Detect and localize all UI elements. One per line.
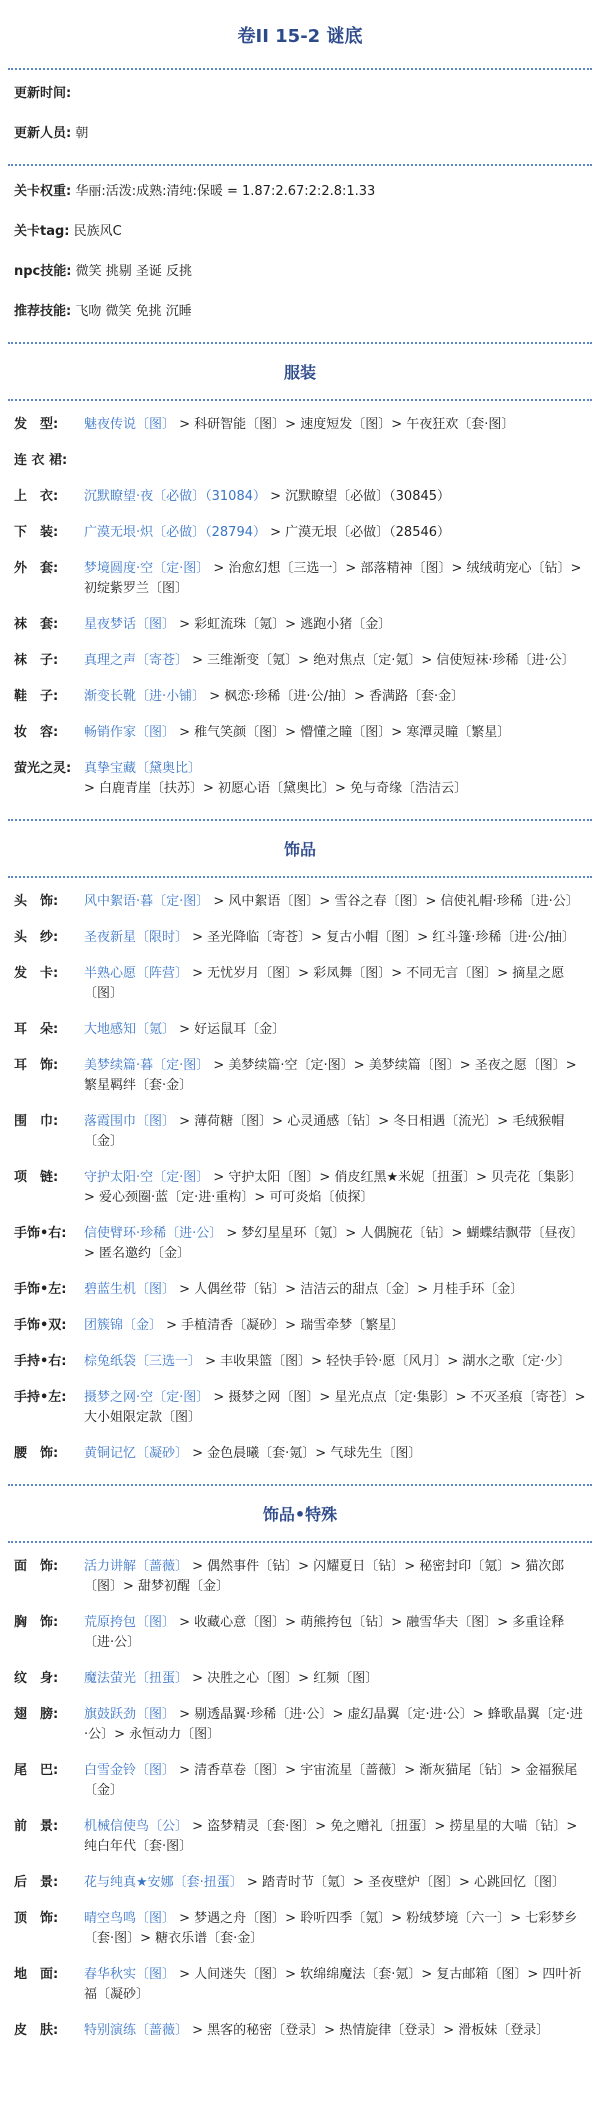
best-item-link[interactable]: 圣夜新星〔限时〕 (84, 930, 189, 945)
item-recommendations (84, 2021, 586, 2041)
info-row (0, 222, 600, 242)
item-recommendations (84, 1224, 586, 1264)
best-item-link[interactable]: 摄梦之网·空〔定·图〕 (84, 1390, 210, 1405)
best-item-link[interactable]: 真挚宝藏〔黛奥比〕 (84, 761, 202, 776)
item-recommendations (84, 559, 586, 599)
item-row (0, 723, 600, 743)
info-value: 华丽:活泼:成熟:清纯:保暖 = 1.87:2.67:2:2.8:1.33 (71, 184, 376, 199)
item-row (0, 1056, 600, 1096)
alternative-items: > 人间迷失〔图〕> 软绵绵魔法〔套·氪〕> 复古邮箱〔图〕> 四叶祈福〔凝砂〕 (84, 1967, 582, 2002)
item-row (0, 1316, 600, 1336)
item-row (0, 1168, 600, 1208)
item-slot-label: 耳 朵: (14, 1022, 59, 1037)
best-item-link[interactable]: 花与纯真★安娜〔套·扭蛋〕 (84, 1875, 243, 1890)
best-item-link[interactable]: 棕兔纸袋〔三选一〕 (84, 1354, 202, 1369)
alternative-items: > 摄梦之网〔图〕> 星光点点〔定·集影〕> 不灭圣痕〔寄苍〕> 大小姐限定款〔图〕 (84, 1390, 586, 1425)
item-slot-label: 下 装: (14, 525, 59, 540)
alternative-items: > 治愈幻想〔三选一〕> 部落精神〔图〕> 绒绒萌宠心〔钻〕> 初绽紫罗兰〔图〕 (84, 561, 582, 596)
best-item-link[interactable]: 荒原挎包〔图〕 (84, 1615, 176, 1630)
alternative-items: > 偶然事件〔钻〕> 闪耀夏日〔钻〕> 秘密封印〔氪〕> 猫次郎〔图〕> 甜梦初醒〔金〕 (84, 1559, 565, 1594)
item-row (0, 1705, 600, 1745)
best-item-link[interactable]: 活力讲解〔蔷薇〕 (84, 1559, 189, 1574)
info-row (0, 262, 600, 282)
alternative-items: > 彩虹流珠〔氪〕> 逃跑小猪〔金〕 (175, 617, 392, 632)
item-slot-label: 手饰•右: (14, 1226, 67, 1241)
best-item-link[interactable]: 机械信使鸟〔公〕 (84, 1819, 189, 1834)
best-item-link[interactable]: 守护太阳·空〔定·图〕 (84, 1170, 210, 1185)
alternative-items: > 无忧岁月〔图〕> 彩凤舞〔图〕> 不同无言〔图〕> 摘星之愿〔图〕 (84, 966, 565, 1001)
item-list (0, 1543, 600, 2061)
stage-info (0, 166, 600, 322)
item-slot-label: 发 型: (14, 417, 59, 432)
item-recommendations (84, 1388, 586, 1428)
alternative-items: > 稚气笑颜〔图〕> 懵懂之瞳〔图〕> 寒潭灵瞳〔繁星〕 (175, 725, 511, 740)
item-row (0, 892, 600, 912)
info-label: npc技能: (14, 264, 72, 279)
item-slot-label: 前 景: (14, 1819, 59, 1834)
item-recommendations (84, 1705, 586, 1745)
alternative-items: > 枫恋·珍稀〔进·公/抽〕> 香满路〔套·金〕 (205, 689, 465, 704)
best-item-link[interactable]: 风中絮语·暮〔定·图〕 (84, 894, 210, 909)
best-item-link[interactable]: 梦境圆度·空〔定·图〕 (84, 561, 210, 576)
info-value: 飞吻 微笑 免挑 沉睡 (71, 304, 192, 319)
item-slot-label: 手持•右: (14, 1354, 67, 1369)
item-slot-label: 鞋 子: (14, 689, 59, 704)
alternative-items: > 丰收果篮〔图〕> 轻快手铃·愿〔风月〕> 湖水之歌〔定·少〕 (201, 1354, 571, 1369)
item-slot-label: 手饰•左: (14, 1282, 67, 1297)
alternative-items: > 踏青时节〔氪〕> 圣夜壁炉〔图〕> 心跳回忆〔图〕 (242, 1875, 566, 1890)
item-recommendations (84, 651, 586, 671)
best-item-link[interactable]: 白雪金铃〔图〕 (84, 1763, 176, 1778)
item-slot-label: 手饰•双: (14, 1318, 67, 1333)
alternative-items: > 决胜之心〔图〕> 红频〔图〕 (188, 1671, 379, 1686)
item-slot-label: 上 衣: (14, 489, 59, 504)
item-row (0, 1444, 600, 1464)
item-row (0, 1224, 600, 1264)
item-row (0, 615, 600, 635)
info-label: 更新时间: (14, 86, 72, 101)
item-row (0, 964, 600, 1004)
item-row (0, 1020, 600, 1040)
alternative-items: > 黑客的秘密〔登录〕> 热情旋律〔登录〕> 滑板妹〔登录〕 (188, 2023, 550, 2038)
alternative-items: > 好运鼠耳〔金〕 (175, 1022, 286, 1037)
item-slot-label: 头 纱: (14, 930, 59, 945)
item-row (0, 451, 600, 471)
item-slot-label: 外 套: (14, 561, 59, 576)
item-slot-label: 顶 饰: (14, 1911, 59, 1926)
item-row (0, 2021, 600, 2041)
item-recommendations (84, 1168, 586, 1208)
item-slot-label: 发 卡: (14, 966, 59, 981)
item-recommendations (84, 523, 586, 543)
item-recommendations (84, 759, 586, 799)
item-recommendations (84, 1613, 586, 1653)
item-slot-label: 袜 套: (14, 617, 59, 632)
alternative-items: > 广漠无垠〔必做〕（28546） (266, 525, 451, 540)
best-item-link[interactable]: 团簇锦〔金〕 (84, 1318, 163, 1333)
item-recommendations (84, 487, 586, 507)
alternative-items: > 沉默瞭望〔必做〕（30845） (266, 489, 451, 504)
update-info (0, 70, 600, 144)
item-slot-label: 连 衣 裙: (14, 453, 68, 468)
item-slot-label: 翅 膀: (14, 1707, 59, 1722)
item-slot-label: 地 面: (14, 1967, 59, 1982)
item-slot-label: 腰 饰: (14, 1446, 59, 1461)
item-row (0, 559, 600, 599)
best-item-link[interactable]: 魅夜传说〔图〕 (84, 417, 176, 432)
item-recommendations (84, 1817, 586, 1857)
best-item-link[interactable]: 渐变长靴〔进·小铺〕 (84, 689, 206, 704)
section-title: 服装 (283, 363, 316, 382)
item-slot-label: 面 饰: (14, 1559, 59, 1574)
item-recommendations (84, 1112, 586, 1152)
item-recommendations (84, 1909, 586, 1949)
item-recommendations (84, 1352, 586, 1372)
alternative-items: > 白鹿青崖〔扶苏〕> 初愿心语〔黛奥比〕> 免与奇缘〔浩洁云〕 (84, 781, 468, 796)
item-row (0, 1388, 600, 1428)
alternative-items: > 风中絮语〔图〕> 雪谷之春〔图〕> 信使礼帽·珍稀〔进·公〕 (209, 894, 579, 909)
alternative-items: > 三维渐变〔氪〕> 绝对焦点〔定·氪〕> 信使短袜·珍稀〔进·公〕 (188, 653, 575, 668)
item-recommendations (84, 928, 586, 948)
item-row (0, 1761, 600, 1801)
best-item-link[interactable]: 春华秋实〔图〕 (84, 1967, 176, 1982)
item-slot-label: 项 链: (14, 1170, 59, 1185)
item-recommendations (84, 1873, 586, 1893)
page-title: 卷II 15-2 谜底 (237, 26, 363, 47)
info-row (0, 84, 600, 104)
item-recommendations (84, 415, 586, 435)
best-item-link[interactable]: 特别演练〔蔷薇〕 (84, 2023, 189, 2038)
best-item-link[interactable]: 美梦续篇·暮〔定·图〕 (84, 1058, 210, 1073)
alternative-items: > 梦遇之舟〔图〕> 聆听四季〔氪〕> 粉绒梦境〔六一〕> 七彩梦乡〔套·图〕> 糖衣乐谱〔套·金〕 (84, 1911, 578, 1946)
item-recommendations (84, 1965, 586, 2005)
item-recommendations (84, 451, 586, 471)
item-recommendations (84, 1761, 586, 1801)
section-title: 饰品•特殊 (262, 1505, 338, 1524)
info-label: 关卡权重: (14, 184, 72, 199)
item-recommendations (84, 1557, 586, 1597)
item-row (0, 415, 600, 435)
best-item-link[interactable]: 黄铜记忆〔凝砂〕 (84, 1446, 189, 1461)
item-row (0, 687, 600, 707)
best-item-link[interactable]: 大地感知〔氪〕 (84, 1022, 176, 1037)
item-list (0, 878, 600, 1484)
item-slot-label: 萤光之灵: (14, 761, 72, 776)
info-row (0, 124, 600, 144)
item-row (0, 1909, 600, 1949)
item-recommendations (84, 1280, 586, 1300)
item-row (0, 928, 600, 948)
alternative-items: > 盗梦精灵〔套·图〕> 免之赠礼〔扭蛋〕> 捞星星的大喵〔钻〕> 纯白年代〔套·图〕 (84, 1819, 578, 1854)
item-row (0, 1352, 600, 1372)
alternative-items: > 科研智能〔图〕> 速度短发〔图〕> 午夜狂欢〔套·图〕 (175, 417, 515, 432)
item-slot-label: 胸 饰: (14, 1615, 59, 1630)
item-row (0, 487, 600, 507)
alternative-items: > 守护太阳〔图〕> 俏皮红黑★米妮〔扭蛋〕> 贝壳花〔集影〕> 爱心颈圈·蓝〔定·进·重构〕> 可可炎焰〔侦探〕 (84, 1170, 583, 1205)
item-recommendations (84, 687, 586, 707)
alternative-items: > 人偶丝带〔钻〕> 洁洁云的甜点〔金〕> 月桂手环〔金〕 (175, 1282, 524, 1297)
info-label: 更新人员: (14, 126, 72, 141)
best-item-link[interactable]: 晴空鸟鸣〔图〕 (84, 1911, 176, 1926)
item-row (0, 523, 600, 543)
info-label: 关卡tag: (14, 224, 70, 239)
best-item-link[interactable]: 碧蓝生机〔图〕 (84, 1282, 176, 1297)
item-recommendations (84, 1020, 586, 1040)
best-item-link[interactable]: 信使臂环·珍稀〔进·公〕 (84, 1226, 223, 1241)
item-recommendations (84, 964, 586, 1004)
best-item-link[interactable]: 真理之声〔寄苍〕 (84, 653, 189, 668)
item-slot-label: 尾 巴: (14, 1763, 59, 1778)
best-item-link[interactable]: 沉默瞭望·夜〔必做〕（31084） (84, 489, 266, 504)
alternative-items: > 薄荷糖〔图〕> 心灵通感〔钻〕> 冬日相遇〔流光〕> 毛绒猴帽〔金〕 (84, 1114, 565, 1149)
item-slot-label: 头 饰: (14, 894, 59, 909)
item-row (0, 1613, 600, 1653)
item-row (0, 651, 600, 671)
item-slot-label: 纹 身: (14, 1671, 59, 1686)
best-item-link[interactable]: 旗鼓跃劲〔图〕 (84, 1707, 176, 1722)
item-recommendations (84, 615, 586, 635)
item-recommendations (84, 1444, 586, 1464)
item-row (0, 1817, 600, 1857)
best-item-link[interactable]: 落霞围巾〔图〕 (84, 1114, 176, 1129)
item-row (0, 1669, 600, 1689)
info-row (0, 182, 600, 202)
item-slot-label: 妆 容: (14, 725, 59, 740)
info-value: 微笑 挑剔 圣诞 反挑 (71, 264, 192, 279)
best-item-link[interactable]: 星夜梦话〔图〕 (84, 617, 176, 632)
item-recommendations (84, 1669, 586, 1689)
alternative-items: > 收藏心意〔图〕> 萌熊挎包〔钻〕> 融雪华夫〔图〕> 多重诠释〔进·公〕 (84, 1615, 565, 1650)
item-recommendations (84, 892, 586, 912)
item-row (0, 1873, 600, 1893)
alternative-items: > 美梦续篇·空〔定·图〕> 美梦续篇〔图〕> 圣夜之愿〔图〕> 繁星羁绊〔套·金〕 (84, 1058, 577, 1093)
best-item-link[interactable]: 半熟心愿〔阵营〕 (84, 966, 189, 981)
item-slot-label: 手持•左: (14, 1390, 67, 1405)
item-slot-label: 后 景: (14, 1875, 59, 1890)
item-slot-label: 袜 子: (14, 653, 59, 668)
info-row (0, 302, 600, 322)
item-row (0, 1112, 600, 1152)
alternative-items: > 圣光降临〔寄苍〕> 复古小帽〔图〕> 红斗篷·珍稀〔进·公/抽〕 (188, 930, 575, 945)
item-recommendations (84, 1316, 586, 1336)
info-value: 民族风C (69, 224, 122, 239)
item-slot-label: 皮 肤: (14, 2023, 59, 2038)
alternative-items: > 梦幻星星环〔氪〕> 人偶腕花〔钻〕> 蝴蝶结飘带〔昼夜〕> 匿名邀约〔金〕 (84, 1226, 584, 1261)
section-title: 饰品 (283, 840, 316, 859)
item-slot-label: 围 巾: (14, 1114, 59, 1129)
item-list (0, 401, 600, 819)
alternative-items: > 清香草卷〔图〕> 宇宙流星〔蔷薇〕> 渐灰猫尾〔钻〕> 金福猴尾〔金〕 (84, 1763, 578, 1798)
info-label: 推荐技能: (14, 304, 72, 319)
item-row (0, 759, 600, 799)
best-item-link[interactable]: 广漠无垠·炽〔必做〕（28794） (84, 525, 266, 540)
alternative-items: > 剔透晶翼·珍稀〔进·公〕> 虚幻晶翼〔定·进·公〕> 蜂歌晶翼〔定·进·公〕> 永恒动力〔图〕 (84, 1707, 583, 1742)
best-item-link[interactable]: 畅销作家〔图〕 (84, 725, 176, 740)
info-value: 朝 (71, 126, 89, 141)
item-slot-label: 耳 饰: (14, 1058, 59, 1073)
item-recommendations (84, 723, 586, 743)
best-item-link[interactable]: 魔法萤光〔扭蛋〕 (84, 1671, 189, 1686)
item-row (0, 1557, 600, 1597)
item-row (0, 1965, 600, 2005)
alternative-items: > 手植清香〔凝砂〕> 瑞雪牵梦〔繁星〕 (162, 1318, 405, 1333)
item-row (0, 1280, 600, 1300)
item-recommendations (84, 1056, 586, 1096)
alternative-items: > 金色晨曦〔套·氪〕> 气球先生〔图〕 (188, 1446, 422, 1461)
